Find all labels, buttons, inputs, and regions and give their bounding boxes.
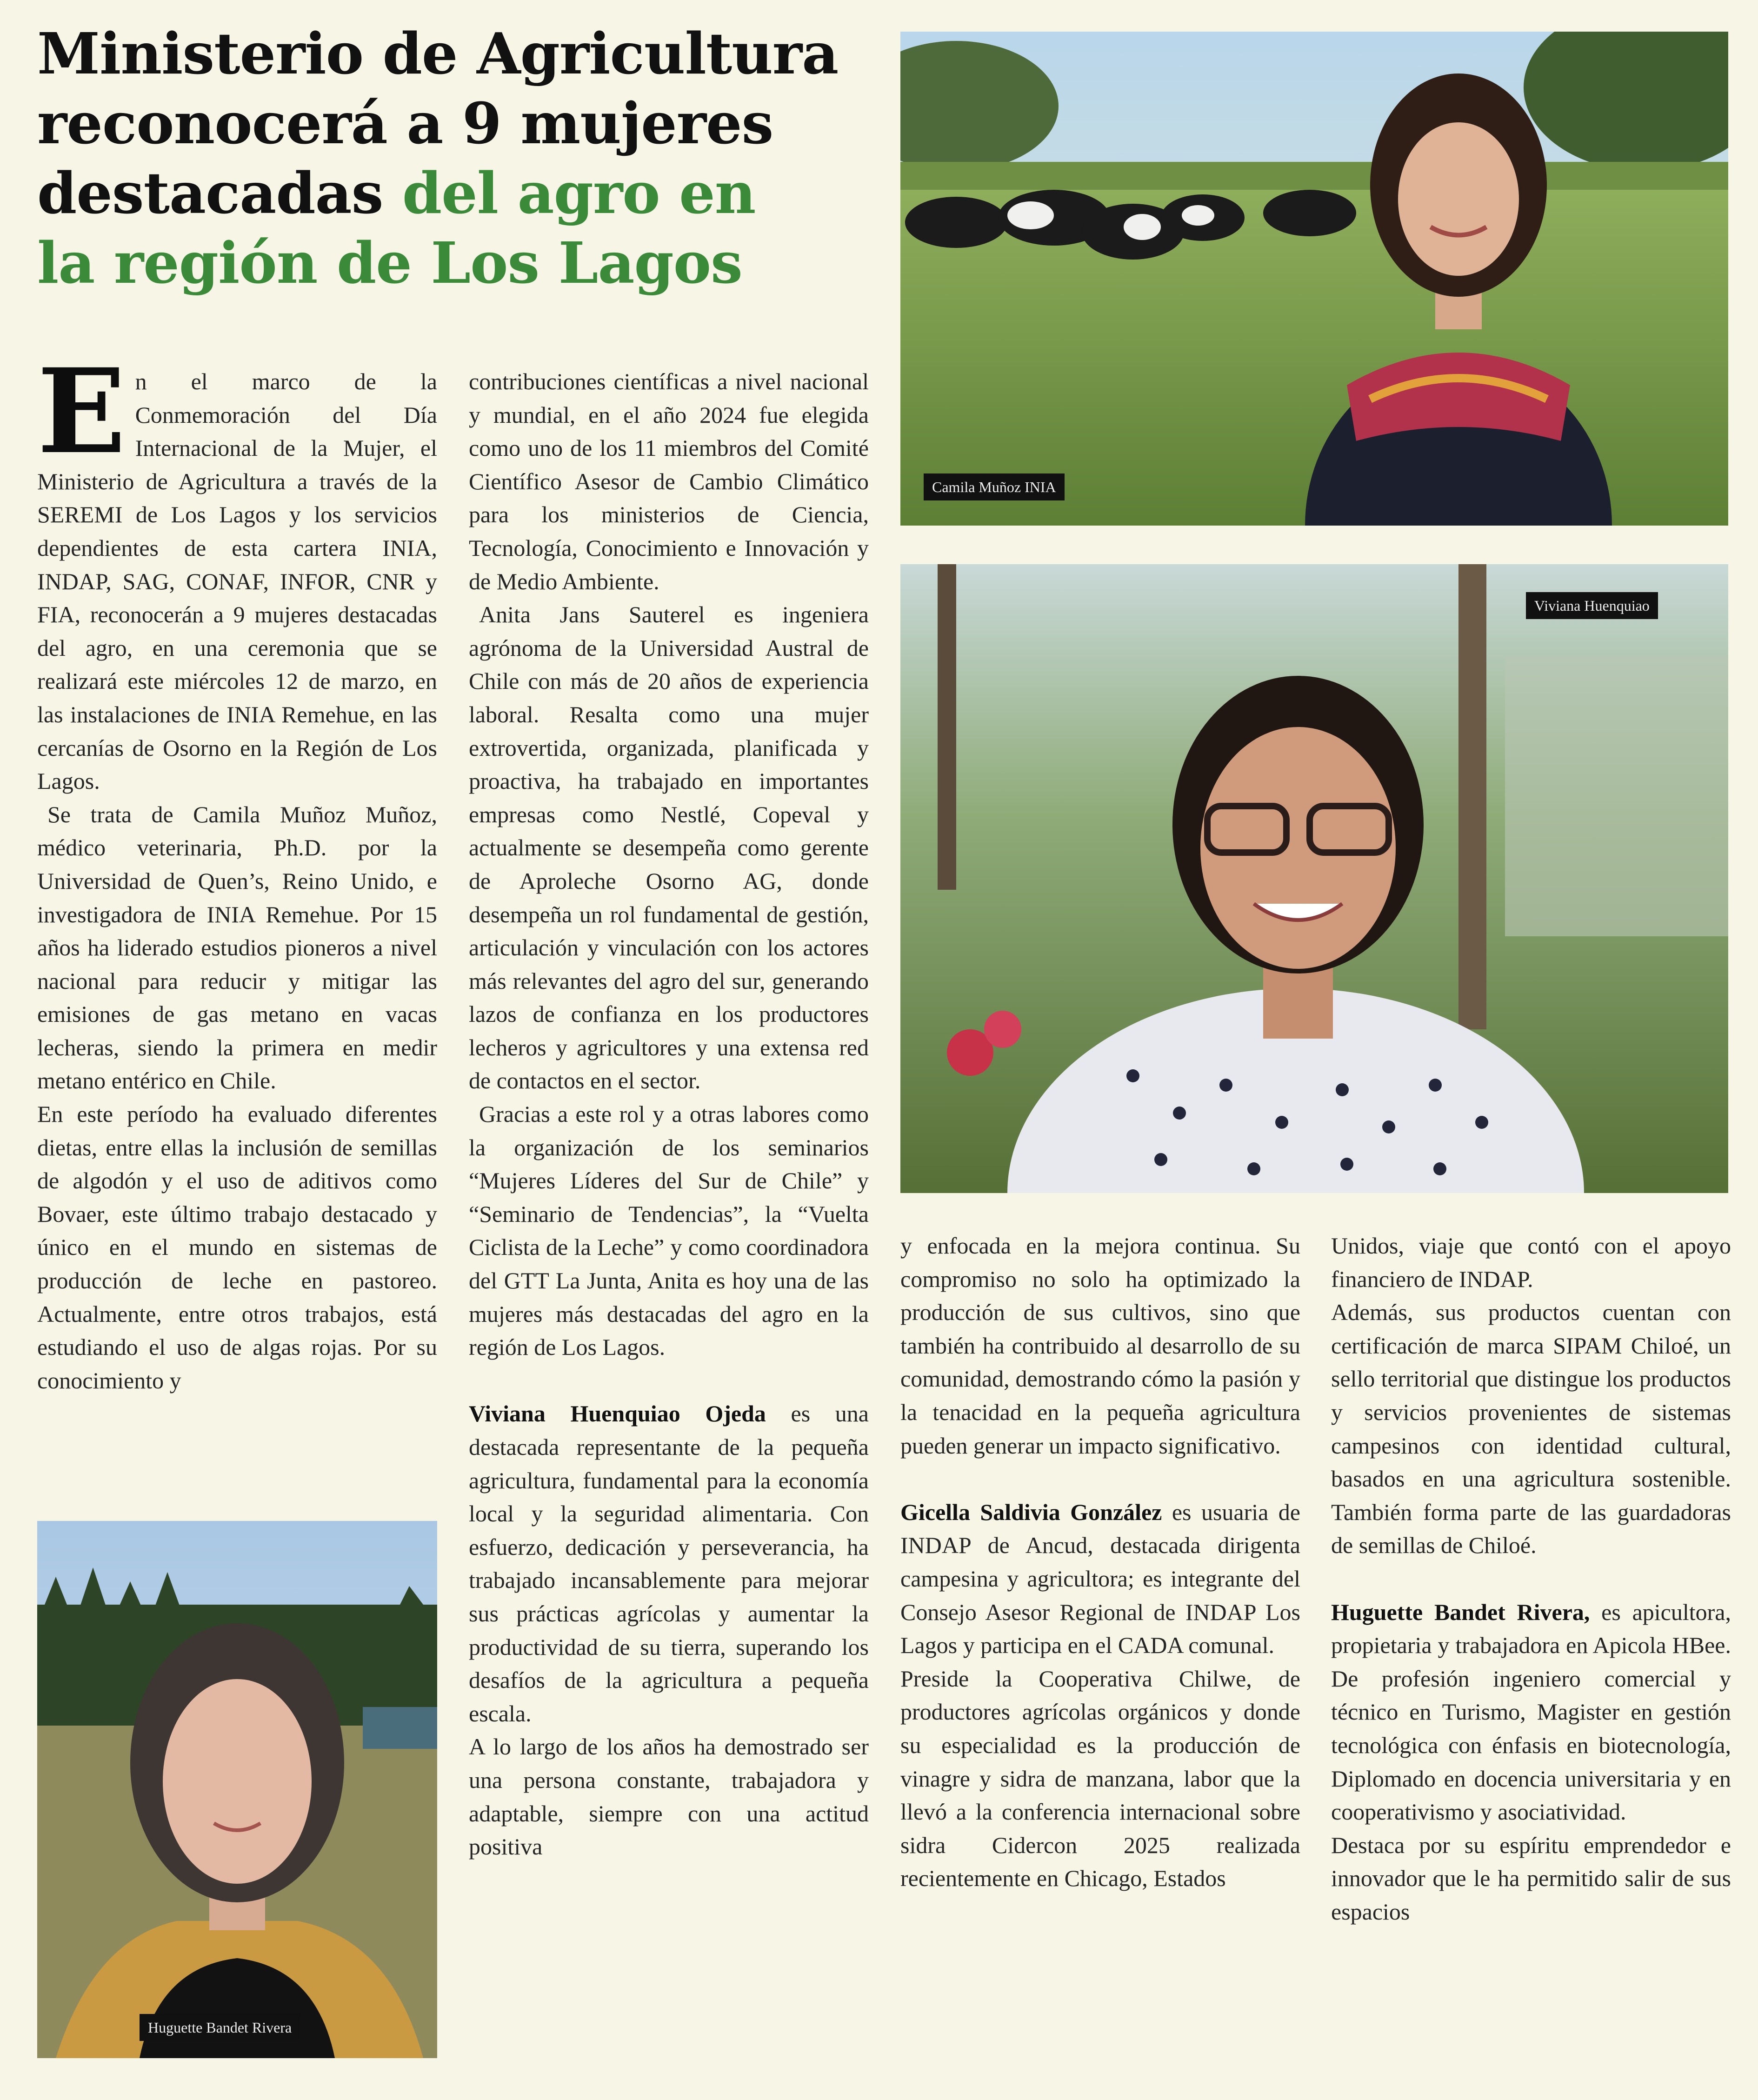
- col3-name-gicella: Gicella Saldivia González: [900, 1499, 1162, 1525]
- col2-paragraph-4: [469, 1397, 869, 1730]
- col1-paragraph-2: Se trata de Camila Muñoz Muñoz, médico veterinaria, Ph.D. por la Universidad de Quen’s, Reino Unido, e investigadora de INIA Remehue. Por 15 años ha liderado estudios pioneros a nivel nacional para reducir y mitigar las emisiones de gas metano en vacas lecheras, siendo la primera en medir metano entérico en Chile.: [37, 801, 437, 1094]
- caption-viviana: Viviana Huenquiao: [1526, 592, 1658, 619]
- article-column-1: [37, 343, 437, 1397]
- headline-line-4: la región de Los Lagos: [37, 229, 742, 296]
- col4-paragraph-1: Unidos, viaje que contó con el apoyo financiero de INDAP.: [1331, 1233, 1731, 1292]
- col1-paragraph-1: [37, 343, 437, 798]
- headline-line-3-green: del agro en: [402, 160, 756, 227]
- col3-paragraph-2: [900, 1496, 1300, 1662]
- col1-paragraph-3: En este período ha evaluado diferentes dietas, entre ellas la inclusión de semillas de algodón y el uso de aditivos como Bovaer, este último trabajo destacado y único en el mundo en sistemas de producción de leche en pastoreo. Actualmente, entre otros trabajos, está estudiando el uso de algas rojas. Por su conocimiento y: [37, 1101, 437, 1393]
- article-column-4: [1331, 1229, 1731, 1928]
- col4-paragraph-2: Además, sus productos cuentan con certificación de marca SIPAM Chiloé, un sello territorial que distingue los productos y servicios provenientes de sistemas campesinos con identidad cultural, basados en una agricultura sostenible. También forma parte de las guardadoras de semillas de Chiloé.: [1331, 1299, 1731, 1559]
- col4-paragraph-4: Destaca por su espíritu emprendedor e innovador que le ha permitido salir de sus espacios: [1331, 1832, 1731, 1925]
- col2-paragraph-5: A lo largo de los años ha demostrado ser una persona constante, trabajadora y adaptable, siempre con una actitud positiva: [469, 1733, 869, 1860]
- headline-line-1: Ministerio de Agricultura: [37, 20, 839, 87]
- col3-paragraph-1: y enfocada en la mejora continua. Su compromiso no solo ha optimizado la producción de sus cultivos, sino que también ha contribuido al desarrollo de su comunidad, demostrando cómo la pasión y la tenacidad en la pequeña agricultura pueden generar un impacto significativo.: [900, 1233, 1300, 1459]
- photo-viviana-illustration: [900, 564, 1728, 1193]
- photo-viviana: [900, 564, 1728, 1193]
- headline-line-2: reconocerá a 9 mujeres: [37, 90, 773, 157]
- col4-paragraph-3-text: es apicultora, propietaria y trabajadora en Apicola HBee. De profesión ingeniero comercial y técnico en Turismo, Magister en gestión tecnológica con énfasis en biotecnología, Diplomado en docencia universitaria y en cooperativismo y asociatividad.: [1331, 1599, 1731, 1825]
- headline: [37, 19, 884, 298]
- col1-paragraph-1-text: n el marco de la Conmemoración del Día Internacional de la Mujer, el Ministerio de Agricultura a través de la SEREMI de Los Lagos y los servicios dependientes de esta cartera INIA, INDAP, SAG, CONAF, INFOR, CNR y FIA, reconocerán a 9 mujeres destacadas del agro, en una ceremonia que se realizará este miércoles 12 de marzo, en las instalaciones de INIA Remehue, en las cercanías de Osorno en la Región de Los Lagos.: [37, 368, 437, 794]
- headline-line-3-black: destacadas: [37, 160, 402, 227]
- caption-huguette: Huguette Bandet Rivera: [140, 2014, 300, 2041]
- photo-camila-illustration: [900, 32, 1728, 526]
- photo-huguette-illustration: [37, 1521, 437, 2058]
- col4-name-huguette: Huguette Bandet Rivera,: [1331, 1599, 1590, 1625]
- photo-camila: [900, 32, 1728, 526]
- headline-line-3: [37, 158, 884, 228]
- caption-camila: Camila Muñoz INIA: [924, 473, 1065, 500]
- col2-paragraph-2: Anita Jans Sauterel es ingeniera agrónoma de la Universidad Austral de Chile con más de 20 años de experiencia laboral. Resalta como una mujer extrovertida, organizada, planificada y proactiva, ha trabajado en importantes empresas como Nestlé, Copeval y actualmente se desempeña como gerente de Aproleche Osorno AG, donde desempeña un rol fundamental de gestión, articulación y vinculación con los actores más relevantes del agro del sur, generando lazos de confianza en los productores lecheros y agricultores y una extensa red de contactos en el sector.: [469, 601, 869, 1094]
- col2-paragraph-3: Gracias a este rol y a otras labores como la organización de los seminarios “Mujeres Líderes del Sur de Chile” y “Seminario de Tendencias”, la “Vuelta Ciclista de la Leche” y como coordinadora del GTT La Junta, Anita es hoy una de las mujeres más destacadas del agro en la región de Los Lagos.: [469, 1101, 869, 1360]
- dropcap: E: [37, 343, 126, 480]
- col3-paragraph-2-text: es usuaria de INDAP de Ancud, destacada dirigenta campesina y agricultora; es integrante del Consejo Asesor Regional de INDAP Los Lagos y participa en el CADA comunal.: [900, 1499, 1300, 1659]
- col2-paragraph-1: contribuciones científicas a nivel nacional y mundial, en el año 2024 fue elegida como uno de los 11 miembros del Comité Científico Asesor de Cambio Climático para los ministerios de Ciencia, Tecnología, Conocimiento e Innovación y de Medio Ambiente.: [469, 368, 869, 594]
- article-column-2: [469, 365, 869, 1864]
- col3-paragraph-3: Preside la Cooperativa Chilwe, de productores agrícolas orgánicos y donde su especialidad es la producción de vinagre y sidra de manzana, labor que la llevó a la conferencia internacional sobre sidra Cidercon 2025 realizada recientemente en Chicago, Estados: [900, 1665, 1300, 1892]
- col2-paragraph-4-text: es una destacada representante de la pequeña agricultura, fundamental para la economía local y la seguridad alimentaria. Con esfuerzo, dedicación y perseverancia, ha trabajado incansablemente para mejorar sus prácticas agrícolas y aumentar la productividad de su tierra, superando los desafíos de la agricultura a pequeña escala.: [469, 1400, 869, 1727]
- col2-name-viviana: Viviana Huenquiao Ojeda: [469, 1400, 766, 1427]
- article-column-3: [900, 1229, 1300, 1895]
- photo-huguette: [37, 1521, 437, 2058]
- col4-paragraph-3: [1331, 1596, 1731, 1829]
